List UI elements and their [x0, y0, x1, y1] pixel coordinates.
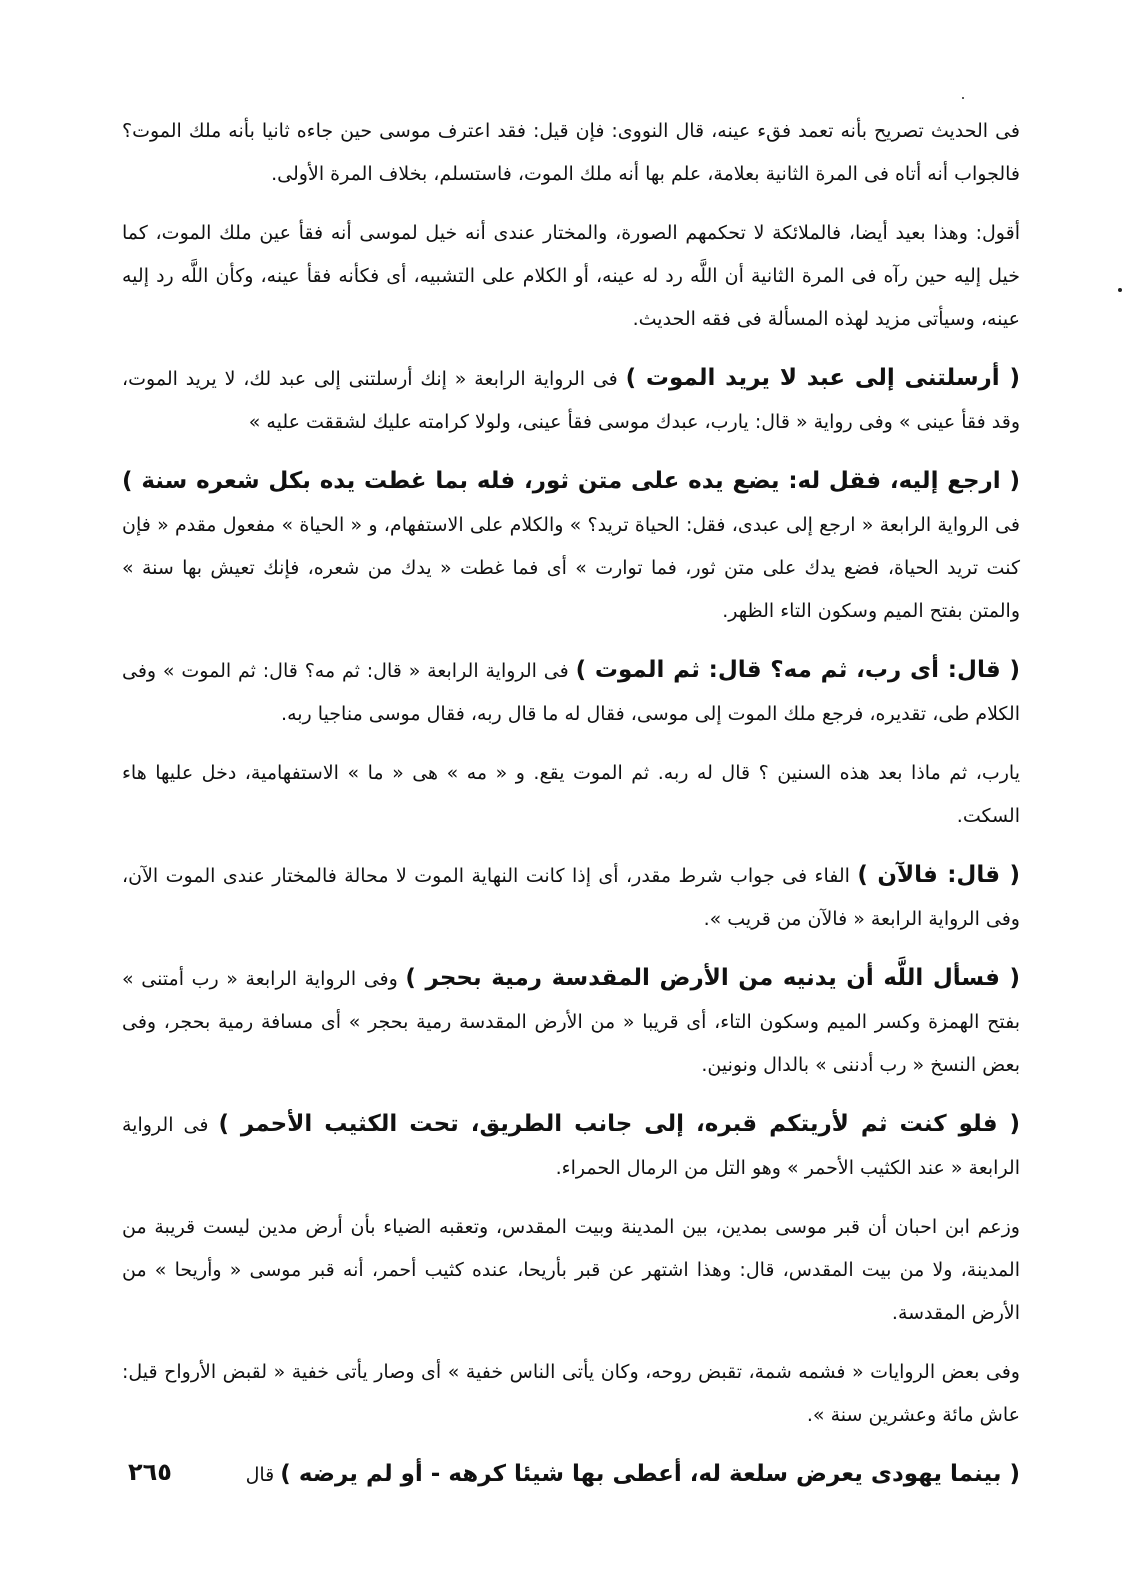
paragraph-4 [122, 460, 1020, 633]
paragraph-9 [122, 1103, 1020, 1190]
paragraph-text: فى الرواية الرابعة « قال: ثم مه؟ قال: ثم الموت » وفى الكلام طى، تقديره، فرجع ملك الموت إلى موسى، فقال له ما قال ربه، فقال موسى مناجيا ربه. [122, 660, 1020, 725]
body-text [122, 110, 1020, 1513]
paragraph-8 [122, 957, 1020, 1087]
scan-speck [962, 97, 964, 99]
paragraph-text: فى الرواية الرابعة « ارجع إلى عبدى، فقل: الحياة تريد؟ » والكلام على الاستفهام، و « الحياة » مفعول مقدم « فإن كنت تريد الحياة، فضع يدك على متن ثور، فما توارت » أى فما غطت « يدك من شعره، فإنك تعيش بها سنة » والمتن بفتح الميم وسكون التاء الظهر. [122, 514, 1020, 622]
hadith-quote: ( بينما يهودى يعرض سلعة له، أعطى بها شيئا كرهه - أو لم يرضه ) [280, 1461, 1020, 1487]
paragraph-2 [122, 212, 1020, 341]
hadith-quote: ( فسأل اللَّه أن يدنيه من الأرض المقدسة رمية بحجر ) [405, 965, 1020, 991]
paragraph-text: الفاء فى جواب شرط مقدر، أى إذا كانت النهاية الموت لا محالة فالمختار عندى الموت الآن، وفى الرواية الرابعة « فالآن من قريب ». [122, 865, 1020, 930]
paragraph-text: وفى الرواية الرابعة « رب أمتنى » بفتح الهمزة وكسر الميم وسكون التاء، أى قريبا « من الأرض المقدسة رمية بحجر » أى مسافة رمية بحجر، وفى بعض النسخ « رب أدننى » بالدال ونونين. [122, 968, 1020, 1076]
paragraph-3 [122, 357, 1020, 444]
paragraph-text: وفى بعض الروايات « فشمه شمة، تقبض روحه، وكان يأتى الناس خفية » أى وصار يأتى خفية « لقبض الأرواح قيل: عاش مائة وعشرين سنة ». [122, 1361, 1020, 1426]
paragraph-12 [122, 1453, 1020, 1497]
paragraph-text: وزعم ابن احبان أن قبر موسى بمدين، بين المدينة وبيت المقدس، وتعقبه الضياء بأن أرض مدين ليست قريبة من المدينة، ولا من بيت المقدس، قال: وهذا اشتهر عن قبر بأريحا، عنده كثيب أحمر، أنه قبر موسى « وأريحا » من الأرض المقدسة. [122, 1216, 1020, 1324]
paragraph-10 [122, 1206, 1020, 1335]
paragraph-6 [122, 752, 1020, 838]
hadith-quote: ( أرسلتنى إلى عبد لا يريد الموت ) [625, 365, 1020, 391]
hadith-quote: ( قال: فالآن ) [857, 862, 1020, 888]
page-number: ٢٦٥ [128, 1458, 172, 1486]
hadith-quote: ( ارجع إليه، فقل له: يضع يده على متن ثور، فله بما غطت يده بكل شعره سنة ) [122, 468, 1020, 494]
paragraph-text: فى الحديث تصريح بأنه تعمد فقء عينه، قال النووى: فإن قيل: فقد اعترف موسى حين جاءه ثانيا بأنه ملك الموت؟ فالجواب أنه أتاه فى المرة الثانية بعلامة، علم بها أنه ملك الموت، فاستسلم، بخلاف المرة الأولى. [122, 120, 1020, 185]
paragraph-text: قال [245, 1464, 281, 1486]
paragraph-text: أقول: وهذا بعيد أيضا، فالملائكة لا تحكمهم الصورة، والمختار عندى أنه خيل لموسى أنه فقأ عين ملك الموت، كما خيل إليه حين رآه فى المرة الثانية أن اللَّه رد له عينه، أو الكلام على التشبيه، أى فكأنه فقأ عينه، وكأن اللَّه رد إليه عينه، وسيأتى مزيد لهذه المسألة فى فقه الحديث. [122, 222, 1020, 330]
paragraph-1 [122, 110, 1020, 196]
hadith-quote: ( فلو كنت ثم لأريتكم قبره، إلى جانب الطريق، تحت الكثيب الأحمر ) [218, 1111, 1020, 1137]
paragraph-text: يارب، ثم ماذا بعد هذه السنين ؟ قال له ربه. ثم الموت يقع. و « مه » هى « ما » الاستفهامية، دخل عليها هاء السكت. [122, 762, 1020, 827]
paragraph-text: فى الرواية الرابعة « عند الكثيب الأحمر » وهو التل من الرمال الحمراء. [122, 1114, 1020, 1179]
paragraph-7 [122, 854, 1020, 941]
paragraph-text: فى الرواية الرابعة « إنك أرسلتنى إلى عبد لك، لا يريد الموت، وقد فقأ عينى » وفى رواية « قال: يارب، عبدك موسى فقأ عينى، ولولا كرامته عليك لشققت عليه » [122, 368, 1020, 433]
paragraph-5 [122, 649, 1020, 736]
hadith-quote: ( قال: أى رب، ثم مه؟ قال: ثم الموت ) [575, 657, 1020, 683]
paragraph-11 [122, 1351, 1020, 1437]
scan-speck [1118, 288, 1122, 292]
